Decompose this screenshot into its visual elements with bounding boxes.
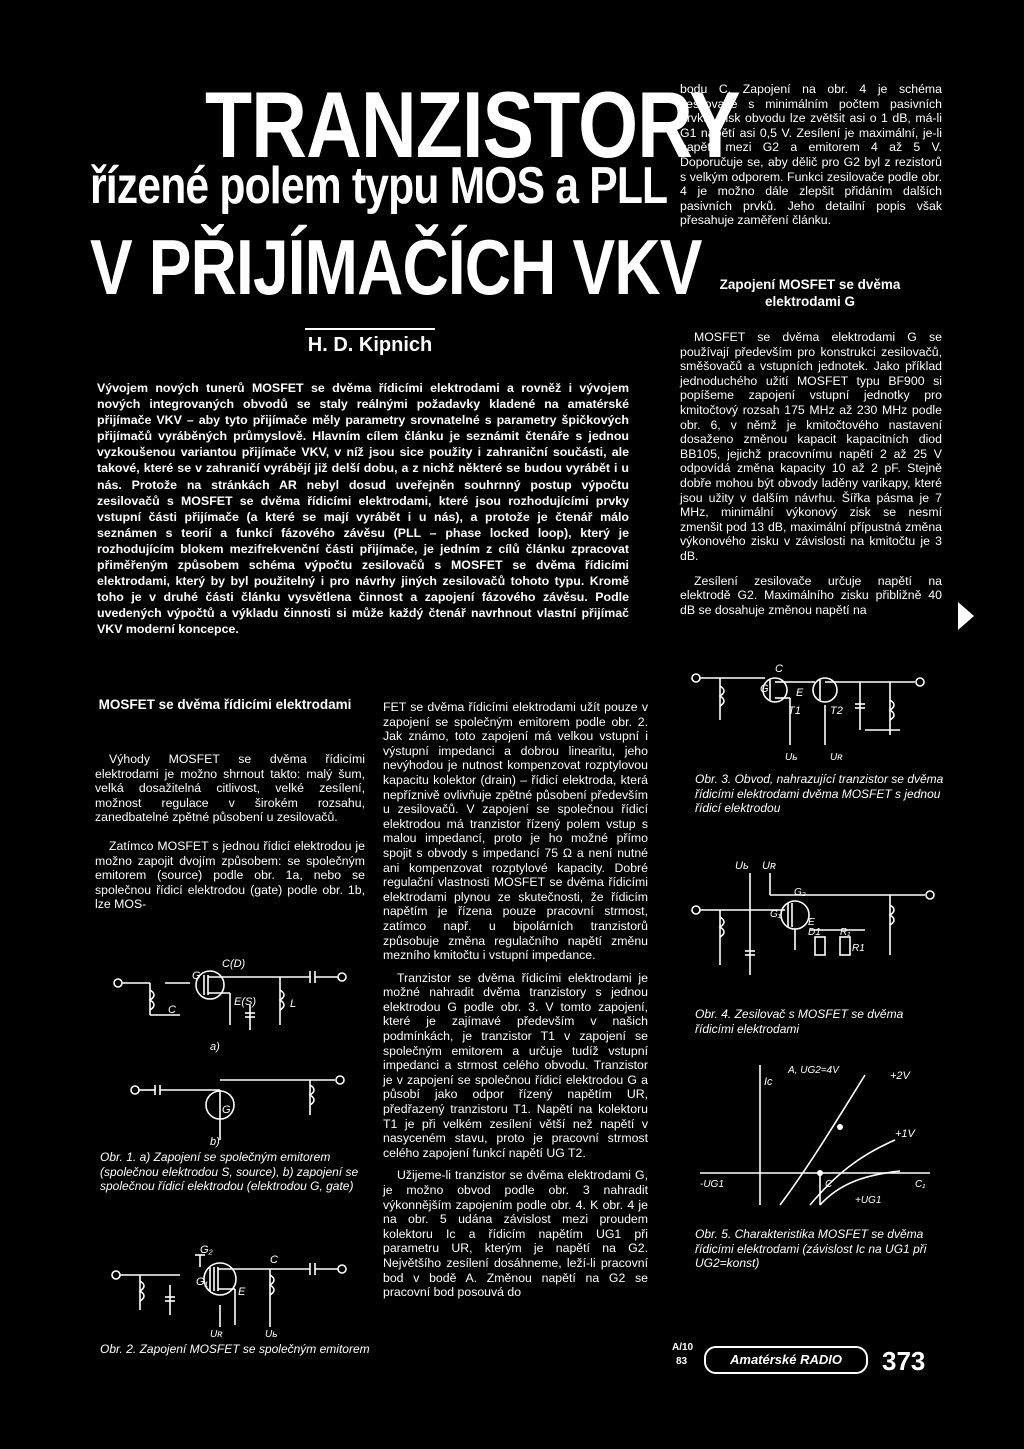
column-2 — [383, 700, 648, 1306]
caption-fig2: Obr. 2. Zapojení MOSFET se společným emitorem — [100, 1342, 370, 1356]
label-g2: G₂ — [200, 1244, 213, 1256]
column-3-body — [680, 330, 942, 623]
title-line-2: řízené polem typu MOS a PLL — [90, 157, 668, 215]
label-ur: Uʀ — [210, 1329, 223, 1340]
label-v2: +2V — [890, 1070, 910, 1082]
section-heading-zapojeni: Zapojení MOSFET se dvěma elektrodami G — [719, 277, 901, 309]
label-ur: Uʀ — [762, 860, 776, 872]
label-t2: T2 — [830, 705, 843, 717]
label-axis-c: C — [825, 1179, 833, 1190]
figure-4-schematic — [690, 855, 940, 1000]
column-1 — [95, 740, 365, 918]
continue-arrow-icon — [958, 602, 974, 630]
label-a: A, UG2=4V — [788, 1065, 839, 1076]
figure-3-schematic — [690, 660, 940, 765]
paragraph: Výhody MOSFET se dvěma řídicími elektrodami je možno shrnout takto: malý šum, velká dosažitelná citlivost, velké zesílení, možnost regulace v širokém rozsahu, zanedbatelné zpětné působení u zesilovačů. — [95, 752, 365, 825]
label-t1: T1 — [788, 705, 801, 717]
magazine-logo — [704, 1346, 868, 1374]
figure-1-schematic — [110, 955, 350, 1150]
label-cd: C(D) — [222, 958, 246, 970]
label-r1: R₁ — [840, 927, 851, 938]
magazine-brand: Amatérské RADIO — [730, 1352, 842, 1367]
paragraph: FET se dvěma řídicími elektrodami užít pouze v zapojení se společným emitorem podle obr. 2. Jak známo, toto zapojení má velkou vstupní i výstupní impedanci a dobrou linearitu, jeho nevýhodou je nutnost kompenzovat rozptylovou kapacitu kolektor (drain) – řídicí elektroda, která nepříznivě ovlivňuje zpětné působení především u zesilovačů. V zapojení se společnou řídicí elektrodou má tranzistor řízený polem vstup s malou impedancí, proto je ho možné přímo spojit s obvody s impedancí 75 Ω a není nutné ani kompenzovat rozptylové kapacity. Dobré regulační vlastnosti MOSFET se dvěma řídicími elektrodami plynou ze skutečnosti, že řídicím napětím je řízena pouze pracovní strmost, zatímco např. u bipolárních tranzistorů způsobuje změna regulačního napětí změnu mezního kmitočtu i vstupní impedance. — [383, 700, 648, 963]
label-g: G — [192, 970, 201, 982]
paragraph: Zatímco MOSFET s jednou řídicí elektrodou je možno zapojit dvojím způsobem: se společným emitorem (source) podle obr. 1a, nebo se společnou řídicí elektrodou (gate) podle obr. 1b, lze MOS- — [95, 838, 365, 912]
label-fig1a: a) — [210, 1041, 220, 1053]
issue-year: 83 — [676, 1356, 688, 1367]
section-heading-mosfet: MOSFET se dvěma řídicími elektrodami — [98, 697, 352, 712]
label-g2: G₂ — [794, 887, 806, 898]
label-c: C — [270, 1254, 278, 1266]
issue-number: A/10 — [672, 1342, 694, 1353]
label-ub: Uь — [265, 1329, 278, 1340]
label-ur: Uʀ — [830, 752, 843, 763]
paragraph: Tranzistor se dvěma řídicími elektrodami je možné nahradit dvěma tranzistory s jednou elektrodou G podle obr. 3. V tomto zapojení, které je zajímavé především v našich podmínkách, je tranzistor T1 v zapojení se společným emitorem a určuje tudíž vstupní impedanci a strmost celého obvodu. Tranzistor je v zapojení se společnou řídicí elektrodou G a působí jako odpor řízený napětím UR, předřazený tranzistoru T1. Napětí na kolektoru T1 je při velkém zesílení větší než napětí v nasyceném stavu, proto je pracovní strmost celého zapojení funkcí napětí UG T2. — [383, 970, 648, 1160]
caption-fig4: Obr. 4. Zesilovač s MOSFET se dvěma řídicími elektrodami — [695, 1007, 904, 1036]
column-3-top — [680, 82, 942, 234]
paragraph: MOSFET se dvěma elektrodami G se používají především pro konstrukci zesilovačů, směšovačů a vstupních jednotek. Jako příklad jednoduchého užití MOSFET typu BF900 si popíšeme zapojení vstupní jednotky pro kmitočtový rozsah 175 MHz až 230 MHz podle obr. 6, v němž je kmitočtového nastavení dosaženo změnou kapacit kapacitních diod BB105, jejichž pracovnímu napětí 2 až 25 V odpovídá změna kapacity 10 až 2 pF. Stejně dobře mohou být obvody laděny varikapy, které jsou užity v dalším návrhu. Šířka pásma je 7 MHz, minimální výkonový zisk se nesmí zmenšit pod 13 dB, maximální přípustná změna výkonového zisku v závislosti na kmitočtu je 3 dB. — [680, 330, 942, 563]
label-e: E — [796, 687, 804, 699]
label-es: E(S) — [234, 996, 256, 1008]
label-e: E — [808, 917, 815, 928]
paragraph: Užijeme-li tranzistor se dvěma elektrodami G, je možno obvod podle obr. 3 nahradit výkonnějším zapojením podle obr. 4. K obr. 4 je na obr. 5 udána závislost mezi proudem kolektoru Ic a řídicím napětím UG1 při parametru UR, kterým je napětí na G2. Největšího zesílení dosáhneme, leží-li pracovní bod v bodě A. Změnou napětí na G2 se pracovní bod posouvá do — [383, 1168, 648, 1300]
paragraph: Zesílení zesilovače určuje napětí na elektrodě G2. Maximálního zisku přibližně 40 dB se dosahuje změnou napětí na — [680, 573, 942, 617]
label-rr1: R1 — [852, 943, 865, 954]
author: H. D. Kipnich — [305, 328, 435, 357]
label-axis-c1: C₁ — [915, 1179, 926, 1190]
caption-fig3: Obr. 3. Obvod, nahrazující tranzistor se dvěma řídicími elektrodami dvěma MOSFET s jednou řídicí elektrodou — [695, 772, 944, 815]
footer — [672, 1342, 932, 1378]
figure-2-schematic — [110, 1244, 350, 1340]
figure-5-graph — [690, 1055, 940, 1220]
lead-paragraph: Vývojem nových tunerů MOSFET se dvěma řídicími elektrodami a rovněž i vývojem nových integrovaných obvodů se staly reálnými požadavky kladené na amatérské přijímače VKV – aby tyto přijímače měly parametry srovnatelné s parametry špičkových přijímačů vyráběných průmyslově. Hlavním cílem článku je seznámit čtenáře s jednou vyzkoušenou variantou přijímače VKV, v níž jsou sice použity i zahraniční součásti, ale takové, které se v zahraničí vyrábějí již delší dobu, a z nichž některé se budou vyrábět i u nás. Protože na stránkách AR nebyl dosud uveřejněn souhrnný postup výpočtu zesilovačů s MOSFET se dvěma řídicími elektrodami, které jsou rozhodujícími prvky vstupní části přijímače (a které se mají vyrábět i u nás), a protože je čtenář málo seznámen s teorií a funkcí fázového závěsu (PLL – phase locked loop), který je rozhodujícím blokem mezifrekvenční části přijímače, je jedním z cílů článku zpracovat přiměřeným způsobem schéma výpočtu zesilovačů s MOSFET se dvěma řídicími elektrodami, který by byl použitelný i pro návrhy jiných zesilovačů tohoto typu. Kromě toho je v druhé části článku vysvětlena činnost a zapojení fázového závěsu. Podle uvedených výpočtů a výkladu činnosti si může každý čtenář navrhnout vlastní přijímač VKV moderní koncepce. — [97, 381, 629, 637]
label-l: L — [290, 998, 297, 1010]
label-g1: G₁ — [196, 1276, 209, 1288]
caption-fig5: Obr. 5. Charakteristika MOSFET se dvěma řídicími elektrodami (závislost Ic na UG1 při UG2=konst) — [695, 1227, 927, 1270]
page-number: 373 — [882, 1346, 926, 1376]
label-v1: +1V — [895, 1128, 915, 1140]
label-ug1: -UG1 — [700, 1179, 724, 1190]
label-ub: Uь — [735, 860, 749, 872]
label-fig1b: b) — [210, 1136, 220, 1148]
paragraph: bodu C. Zapojení na obr. 4 je schéma zesilovače s minimálním počtem pasivních prvků. Zisk obvodu lze zvětšit asi o 1 dB, má-li G1 napětí asi 0,5 V. Zesílení je maximální, je-li napětí mezi G2 a emitorem 4 až 5 V. Doporučuje se, aby dělič pro G2 byl z rezistorů s velkým odporem. Funkci zesilovače podle obr. 4 je možno dále zlepšit přidáním dalších pasivních prvků. Jeho detailní popis však přesahuje zaměření článku. — [680, 82, 942, 228]
label-g1: G₁ — [770, 909, 781, 920]
label-d1: D1 — [808, 927, 821, 938]
label-g: G — [222, 1104, 231, 1116]
label-ub: Uь — [785, 752, 798, 763]
label-ug1p: +UG1 — [855, 1195, 882, 1206]
label-e: E — [238, 1286, 246, 1298]
title-line-1: TRANZISTORY — [205, 72, 740, 177]
label-ic: Iᴄ — [764, 1076, 773, 1088]
caption-fig1: Obr. 1. a) Zapojení se společným emitorem (společnou elektrodou S, source), b) zapojení se společnou řídicí elektrodou (elektrodou G, gate) — [100, 1150, 359, 1193]
label-c: C — [775, 663, 783, 675]
label-g: G — [760, 683, 769, 695]
title-line-3: V PŘIJÍMAČÍCH VKV — [90, 223, 702, 311]
label-c: C — [168, 1004, 176, 1016]
